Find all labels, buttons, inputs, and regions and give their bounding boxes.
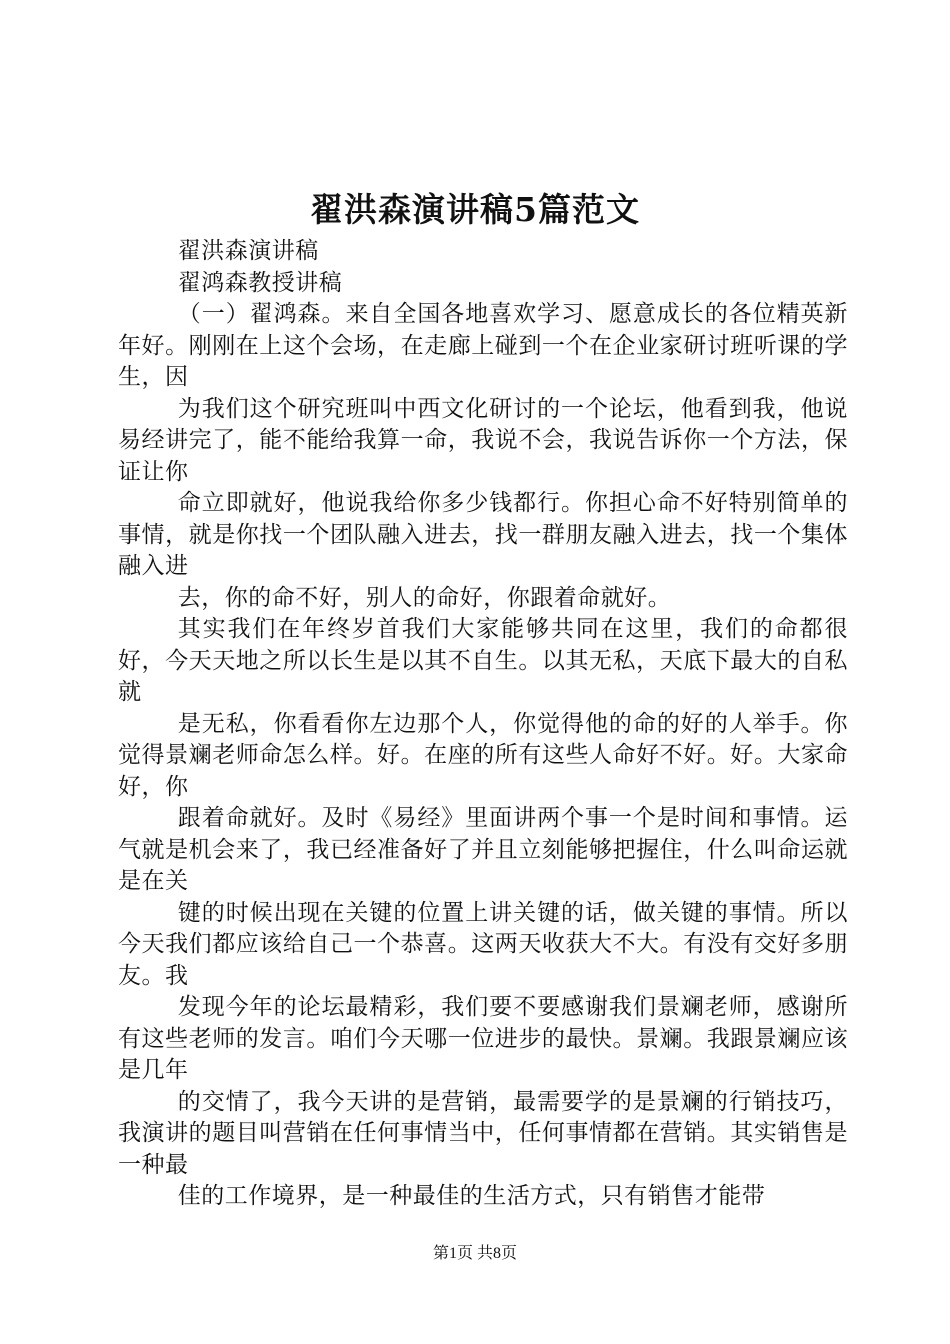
paragraph: 去，你的命不好，别人的命好，你跟着命就好。 xyxy=(177,584,672,611)
paragraph: （一）翟鸿森。来自全国各地喜欢学习、愿意成长的各位精英新年好。刚刚在上这个会场，在走廊上碰到一个在企业家研讨班听课的学生，因 xyxy=(118,301,848,390)
document-title: 翟洪森演讲稿5篇范文 xyxy=(310,190,640,229)
paragraph: 翟洪森演讲稿 xyxy=(177,238,319,264)
paragraph: 键的时候出现在关键的位置上讲关键的话，做关键的事情。所以今天我们都应该给自己一个恭喜。这两天收获大不大。有没有交好多朋友。我 xyxy=(118,899,848,989)
page-number-footer: 第1页 共8页 xyxy=(432,1245,517,1262)
paragraph: 跟着命就好。及时《易经》里面讲两个事一个是时间和事情。运气就是机会来了，我已经准备好了并且立刻能够把握住，什么叫命运就是在关 xyxy=(118,805,848,894)
paragraph: 翟鸿森教授讲稿 xyxy=(177,269,343,296)
paragraph: 为我们这个研究班叫中西文化研讨的一个论坛，他看到我，他说易经讲完了，能不能给我算一命，我说不会，我说告诉你一个方法，保证让你 xyxy=(118,395,848,485)
paragraph: 是无私，你看看你左边那个人，你觉得他的命的好的人举手。你觉得景斓老师命怎么样。好。在座的所有这些人命好不好。好。大家命好，你 xyxy=(118,710,848,800)
paragraph: 其实我们在年终岁首我们大家能够共同在这里，我们的命都很好，今天天地之所以长生是以其不自生。以其无私，天底下最大的自私就 xyxy=(118,616,848,705)
paragraph: 发现今年的论坛最精彩，我们要不要感谢我们景斓老师，感谢所有这些老师的发言。咱们今天哪一位进步的最快。景斓。我跟景斓应该是几年 xyxy=(118,994,848,1083)
paragraph: 命立即就好，他说我给你多少钱都行。你担心命不好特别简单的事情，就是你找一个团队融入进去，找一群朋友融入进去，找一个集体融入进 xyxy=(118,490,848,579)
paragraph: 佳的工作境界，是一种最佳的生活方式，只有销售才能带 xyxy=(177,1183,766,1209)
document-body xyxy=(118,236,848,1213)
paragraph: 的交情了，我今天讲的是营销，最需要学的是景斓的行销技巧，我演讲的题目叫营销在任何事情当中，任何事情都在营销。其实销售是一种最 xyxy=(118,1088,848,1178)
